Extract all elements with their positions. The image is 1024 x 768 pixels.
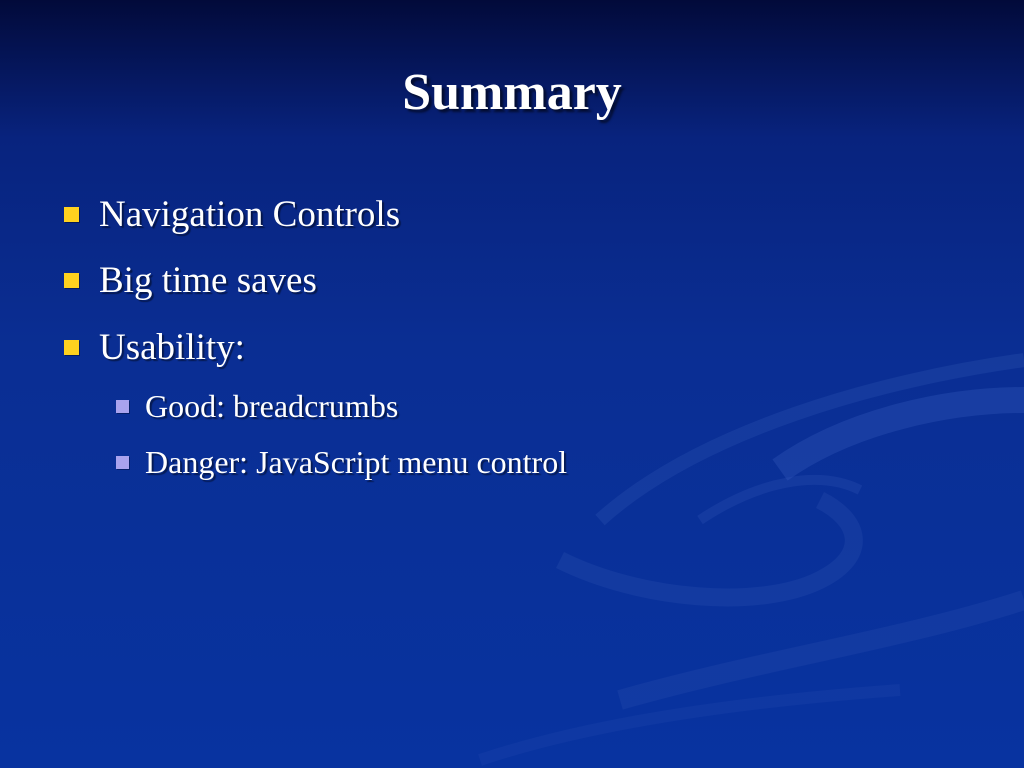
slide-title: Summary bbox=[402, 64, 622, 121]
sub-bullet-item-javascript-menu bbox=[116, 442, 567, 482]
square-bullet-icon bbox=[64, 273, 79, 288]
square-sub-bullet-icon bbox=[116, 456, 129, 469]
square-sub-bullet-icon bbox=[116, 400, 129, 413]
square-bullet-icon bbox=[64, 340, 79, 355]
bullet-item-big-time-saves bbox=[64, 258, 317, 302]
sub-bullet-item-breadcrumbs bbox=[116, 386, 398, 426]
sub-bullet-text: Good: breadcrumbs bbox=[145, 387, 399, 424]
bullet-text: Usability: bbox=[99, 326, 245, 368]
bullet-item-usability bbox=[64, 325, 245, 369]
bullet-text: Big time saves bbox=[99, 259, 317, 301]
sub-bullet-text: Danger: JavaScript menu control bbox=[145, 443, 568, 480]
square-bullet-icon bbox=[64, 207, 79, 222]
bullet-item-navigation-controls bbox=[64, 192, 400, 236]
bullet-text: Navigation Controls bbox=[99, 193, 401, 235]
